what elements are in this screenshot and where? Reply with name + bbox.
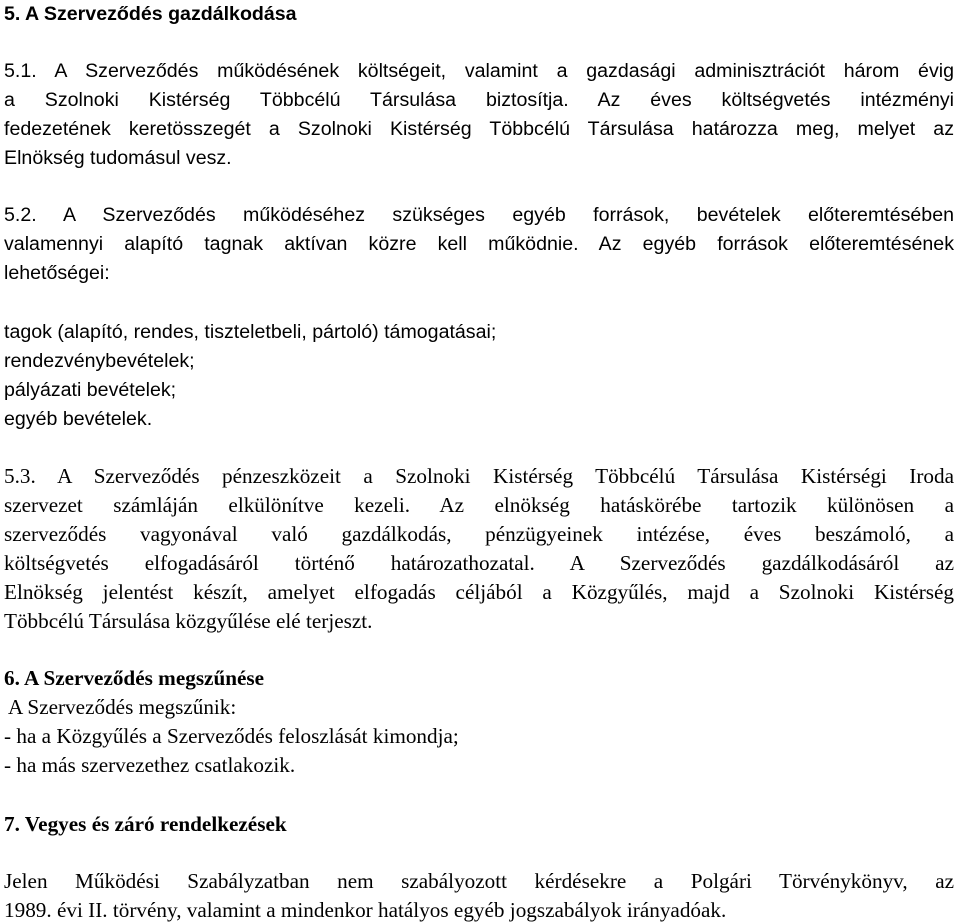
list-item: pályázati bevételek; [4,379,177,401]
paragraph-line: valamennyi alapító tagnak aktívan közre kell működnie. Az egyéb források előteremtésének [4,233,954,255]
paragraph-line: Többcélú Társulása közgyűlése elé terjeszt. [4,609,373,633]
paragraph-line: a Szolnoki Kistérség Többcélú Társulása biztosítja. Az éves költségvetés intézményi [4,89,954,111]
paragraph-line: költségvetés elfogadásáról történő határozathozatal. A Szerveződés gazdálkodásáról az [4,551,954,575]
paragraph-line: 5.3. A Szerveződés pénzeszközeit a Szolnoki Kistérség Többcélú Társulása Kistérségi Iroda [4,464,954,488]
paragraph-line: 1989. évi II. törvény, valamint a mindenkor hatályos egyéb jogszabályok irányadóak. [4,898,727,922]
list-item: egyéb bevételek. [4,408,153,430]
paragraph-line: szervezet számláján elkülönítve kezeli. Az elnökség hatáskörébe tartozik különösen a [4,493,954,517]
paragraph-line: fedezetének keretösszegét a Szolnoki Kistérség Többcélú Társulása határozza meg, melyet az [4,118,954,140]
list-item: - ha más szervezethez csatlakozik. [4,753,296,777]
section-6-intro: A Szerveződés megszűnik: [8,695,237,719]
paragraph-line: Elnökség tudomásul vesz. [4,147,232,169]
paragraph-line: 5.2. A Szerveződés működéséhez szükséges egyéb források, bevételek előteremtésében [4,204,954,226]
paragraph-line: Jelen Működési Szabályzatban nem szabályozott kérdésekre a Polgári Törvénykönyv, az [4,869,954,893]
paragraph-line: 5.1. A Szerveződés működésének költségeit, valamint a gazdasági adminisztrációt három évig [4,60,954,82]
list-item: - ha a Közgyűlés a Szerveződés feloszlását kimondja; [4,724,459,748]
section-6-heading: 6. A Szerveződés megszűnése [4,666,265,690]
list-item: rendezvénybevételek; [4,350,195,372]
section-5-heading: 5. A Szerveződés gazdálkodása [4,3,297,25]
paragraph-line: lehetőségei: [4,262,110,284]
list-item: tagok (alapító, rendes, tiszteletbeli, pártoló) támogatásai; [4,321,497,343]
paragraph-line: Elnökség jelentést készít, amelyet elfogadás céljából a Közgyűlés, majd a Szolnoki Kistérség [4,580,954,604]
paragraph-line: szerveződés vagyonával való gazdálkodás, pénzügyeinek intézése, éves beszámoló, a [4,522,954,546]
section-7-heading: 7. Vegyes és záró rendelkezések [4,812,287,836]
